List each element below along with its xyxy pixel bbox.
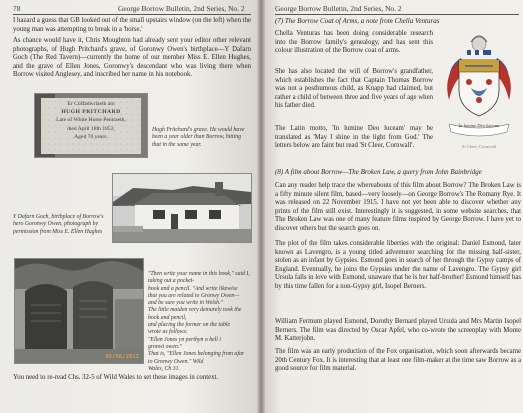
inscription-line: Aged 70 years. — [74, 133, 108, 140]
paragraph: Can any reader help trace the whereabouts of this film about Borrow? The Broken Law is a fifty minute silent film, based—very loosely—on George Borrow's The Romany Rye. It was released on 22 November 1915. I have not yet been able to discover whether any prints of the film still exist. Interestingly it is suggested, in some website searches, that The Broken Law was one of many feature films inspired by George Borrow. I have yet to discover others but the search goes on. — [275, 182, 521, 232]
caption-line: The little maiden very demurely took the book and pencil, — [148, 307, 242, 321]
running-head-right: George Borrow Bulletin, 2nd Series, No. 2 — [275, 4, 402, 13]
right-page — [261, 0, 523, 413]
caption-line: to Gronwy Owen." Wild — [148, 358, 204, 365]
caption-line: and be sure you write in Welsh." — [148, 300, 223, 307]
inscription-line: HUGH PRITCHARD — [61, 109, 121, 116]
paragraph: Chella Venturas has been doing considerable research into the Borrow family's genealogy, and has sent this colour illustration of the Borrow coat of arms. — [275, 30, 433, 55]
grave-inscription — [41, 100, 141, 141]
caption-line: That is, "Ellen Jones belonging from afar — [148, 351, 245, 358]
left-page — [0, 0, 261, 413]
header-rule — [13, 14, 251, 15]
ellen-jones-grave-photo — [14, 258, 144, 364]
caption-grave: Hugh Pritchard's grave. He would have been a year older than Borrow, hitting that in the same year. — [152, 127, 245, 148]
caption-dafarn-goch: Y Dafarn Goch, birthplace of Borrow's hero Goronwy Owen, photograph by permission from Miss E. Ellen Hughes — [13, 214, 104, 235]
inscription-line: Late of White Horse Pentraeth, — [56, 117, 126, 124]
paragraph: The plot of the film takes considerable liberties with the original: Daniel Esmond, later known as Lavengro, is a young titled adventurer searching for the missing half-sister, stolen as an infant by Gypsies. Esmond goes in search of her through the Gypsy camps of England. Eventually, he joins the Gypsies under the name of Lavengro. The Gypsy girl Ursula falls in love with Esmond, unaware that he is her half-brother! Esmond himself has by this time fallen for a non-Gypsy girl, Isopel Berners. — [275, 240, 521, 290]
caption-line: Wales, Ch 31. — [148, 365, 180, 372]
grave-photo — [34, 93, 148, 158]
inscription-line: Er Coffadwriaeth am — [67, 101, 115, 107]
photo-date-stamp: 05/08/2012 — [105, 354, 139, 360]
section-7-title: (7) The Borrow Coat of Arms, a note from Chella Venturas — [275, 17, 440, 25]
page-number: 78 — [13, 4, 21, 13]
paragraph: As chance would have it, Chris Moughton had already sent your editor other relevant photographs, of Hugh Pritchard's grave, of Goronwy Owen's birthplace—Y Dafarn Goch (The Red Tavern)—currently the home of our member Miss E. Ellen Hughes, and the grave of Ellen Jones, Goronwy's descendant who was living there when Borrow visited Anglesey, and inscribed her name in his notebook. — [13, 37, 251, 79]
paragraph: I hazard a guess that GB looked out of the small upstairs window (on the left) when the young man was attempting to break in a 'horse.' — [13, 17, 251, 33]
footer-note: You need to re-read Chs. 32-5 of Wild Wales to set these images in context. — [13, 374, 219, 381]
paragraph: The Latin motto, 'In lumine Deo luceam' may be translated as 'May I shine in the light from God.' The letters below are faint but read 'St Cleer, Cornwall'. — [275, 125, 433, 150]
book-gutter — [257, 0, 265, 413]
caption-line: "Then write your name in this book," said I, taking out a pocket- — [148, 271, 250, 285]
caption-line: gronwi owen." — [148, 343, 182, 350]
caption-ellen-jones — [148, 271, 254, 373]
caption-line: "Ellen Jones yn perthyn o bell i — [148, 336, 221, 343]
paragraph: The film was an early production of the Fox organisation, which soon afterwards became 20th Century Fox. It is interesting that at least one film-maker at the time saw Borrow as a good source for film material. — [275, 348, 521, 373]
caption-line: and placing the former on the table — [148, 322, 231, 329]
header-rule — [275, 14, 519, 15]
arms-place: St Cleer, Cornwall — [461, 144, 497, 149]
caption-line: book and a pencil. "And write likewise — [148, 285, 238, 292]
arms-motto: In lumine Deo luceam — [458, 123, 500, 128]
caption-line: wrote as follows: — [148, 329, 188, 336]
caption-line: that you are related to Gronwy Owen— — [148, 292, 240, 299]
inscription-line: died April 18th 1852, — [67, 125, 115, 132]
running-head-left: George Borrow Bulletin, 2nd Series, No. 2 — [118, 4, 245, 13]
paragraph: William Fermum played Esmond, Dorothy Bernard played Ursula and Mrs Martin Isopel Berners. The film was directed by Oscar Apfel, who co-wrote the screenplay with Monte M. Katterjohn. — [275, 318, 521, 343]
dafarn-goch-photo — [112, 173, 252, 243]
paragraph: She has also located the will of Borrow's grandfather, which establishes the fact that Captain Thomas Borrow was not a posthumous child, as Knapp had claimed, but rather a child of between three and five years of age when his father died. — [275, 68, 433, 110]
coat-of-arms — [441, 28, 517, 160]
section-8-title: (8) A film about Borrow—The Broken Law, a query from John Bainbridge — [275, 168, 482, 176]
